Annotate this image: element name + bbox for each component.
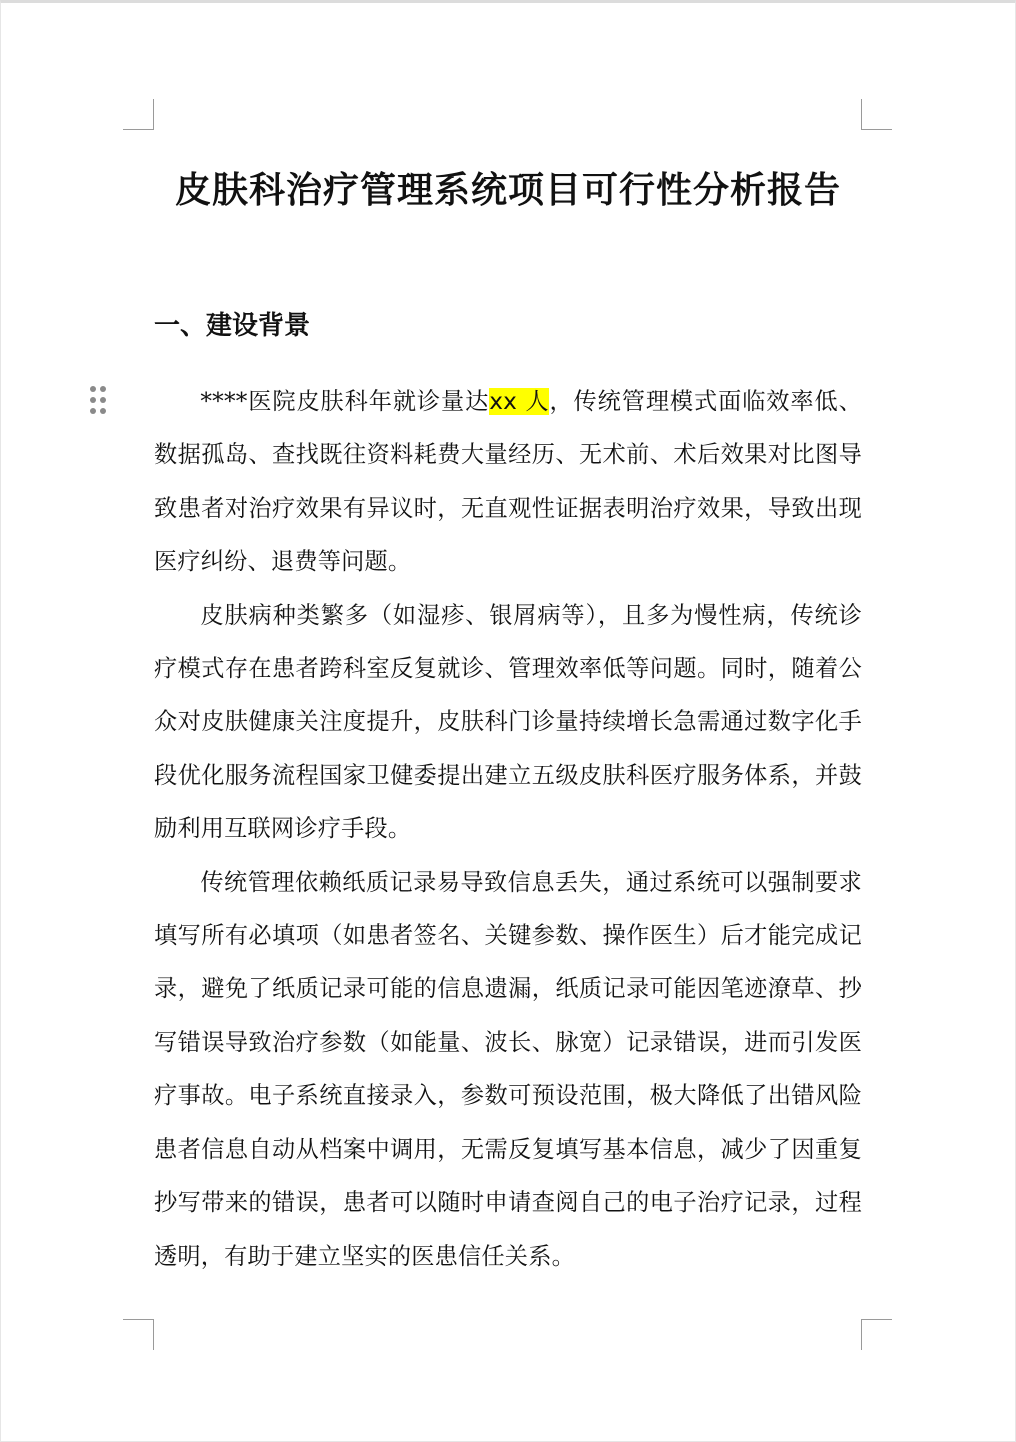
section-heading[interactable]: 一、建设背景 [154,311,311,341]
drag-dot [90,408,96,414]
drag-handle-icon[interactable] [89,386,109,416]
drag-dot [90,397,96,403]
highlighted-text: xx 人 [489,388,550,415]
paragraph-1[interactable] [154,375,862,589]
paragraph-1-text-start: ****医院皮肤科年就诊量达 [200,388,490,415]
drag-dot [100,408,106,414]
drag-dot [100,386,106,392]
drag-dot [90,386,96,392]
crop-mark-bottom-left [123,1319,154,1350]
section-body [154,375,862,1283]
paragraph-1-text-end: ，传统管理模式面临效率低、数据孤岛、查找既往资料耗费大量经历、无术前、术后效果对比图导致患者对治疗效果有异议时，无直观性证据表明治疗效果，导致出现医疗纠纷、退费等问题。 [154,388,862,576]
crop-mark-top-left [123,99,154,130]
paragraph-3[interactable]: 传统管理依赖纸质记录易导致信息丢失，通过系统可以强制要求填写所有必填项（如患者签名、关键参数、操作医生）后才能完成记录，避免了纸质记录可能的信息遗漏，纸质记录可能因笔迹潦草、抄写错误导致治疗参数（如能量、波长、脉宽）记录错误，进而引发医疗事故。电子系统直接录入，参数可预设范围，极大降低了出错风险患者信息自动从档案中调用，无需反复填写基本信息，减少了因重复抄写带来的错误，患者可以随时申请查阅自己的电子治疗记录，过程透明，有助于建立坚实的医患信任关系。 [154,868,862,1270]
crop-mark-bottom-right [861,1319,892,1350]
crop-mark-top-right [861,99,892,130]
paragraph-2[interactable]: 皮肤病种类繁多（如湿疹、银屑病等），且多为慢性病，传统诊疗模式存在患者跨科室反复就诊、管理效率低等问题。同时，随着公众对皮肤健康关注度提升，皮肤科门诊量持续增长急需通过数字化手段优化服务流程国家卫健委提出建立五级皮肤科医疗服务体系，并鼓励利用互联网诊疗手段。 [154,601,862,843]
drag-dot [100,397,106,403]
document-title[interactable]: 皮肤科治疗管理系统项目可行性分析报告 [174,169,841,211]
